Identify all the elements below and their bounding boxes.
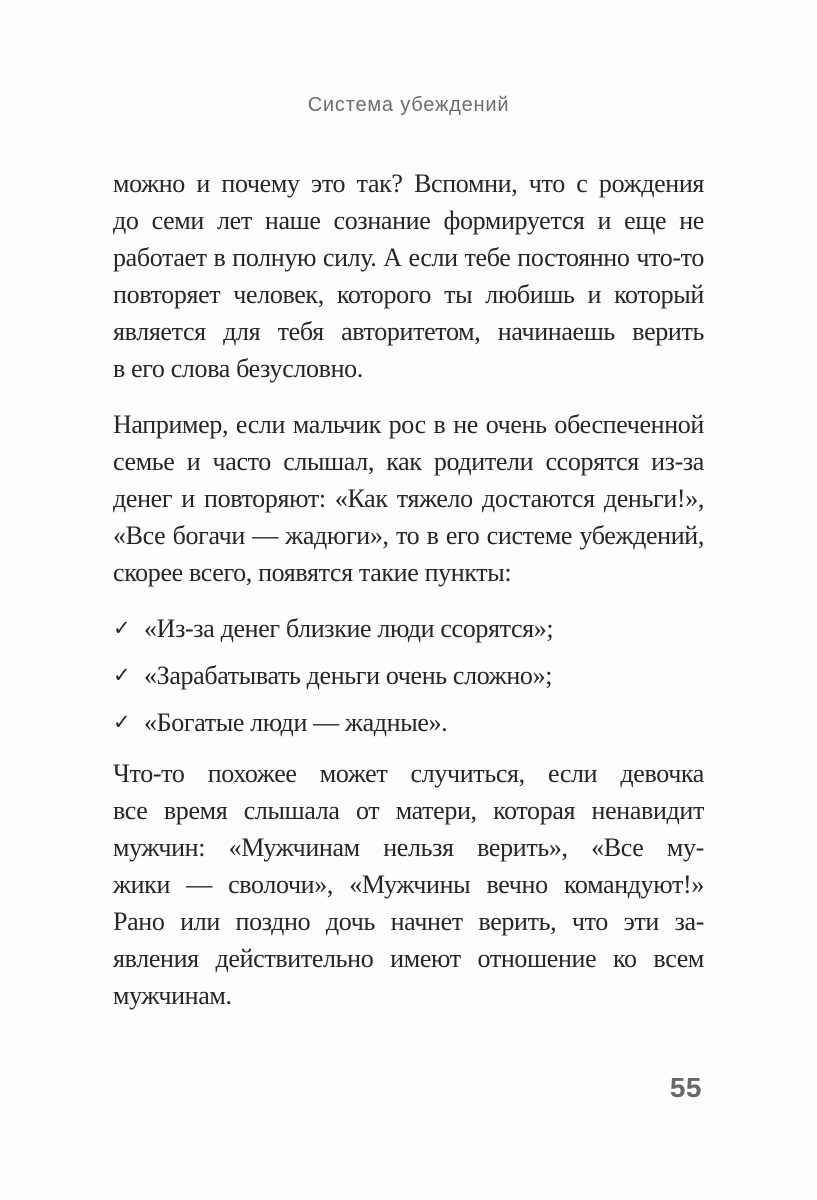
text-line: работает в полную силу. А если тебе постоянно что-то <box>113 243 704 272</box>
text-line: скорее всего, появятся такие пункты: <box>113 558 512 587</box>
paragraph <box>113 165 704 387</box>
page-number: 55 <box>669 1072 702 1103</box>
list-item <box>113 704 704 741</box>
list-item-text: «Зарабатывать деньги очень сложно»; <box>144 661 553 690</box>
text-line: явления действительно имеют отношение ко всем <box>113 944 704 973</box>
text-line: до семи лет наше сознание формируется и еще не <box>113 206 704 235</box>
text-line: мужчинам. <box>113 981 232 1010</box>
text-line: Например, если мальчик рос в не очень обеспеченной <box>113 410 704 439</box>
list-item <box>113 657 704 694</box>
text-line: мужчин: «Мужчинам нельзя верить», «Все му- <box>113 833 704 862</box>
belief-list <box>113 610 704 741</box>
text-line: повторяет человек, которого ты любишь и который <box>113 280 704 309</box>
running-header: Система убеждений <box>307 94 510 116</box>
list-item <box>113 610 704 647</box>
text-line: Что-то похожее может случиться, если девочка <box>113 759 704 788</box>
text-line: все время слышала от матери, которая ненавидит <box>113 796 704 825</box>
list-item-text: «Из-за денег близкие люди ссорятся»; <box>144 614 554 643</box>
checkmark-icon: ✓ <box>113 663 131 687</box>
text-line: является для тебя авторитетом, начинаешь верить <box>113 317 704 346</box>
text-line: можно и почему это так? Вспомни, что с рождения <box>113 169 704 198</box>
text-line: «Все богачи — жадюги», то в его системе убеждений, <box>113 521 704 550</box>
text-line: семье и часто слышал, как родители ссорятся из-за <box>113 447 704 476</box>
paragraph <box>113 755 704 1014</box>
text-line: Рано или поздно дочь начнет верить, что эти за- <box>113 907 704 936</box>
text-line: жики — сволочи», «Мужчины вечно командуют!» <box>113 870 704 899</box>
text-line: в его слова безусловно. <box>113 354 363 383</box>
checkmark-icon: ✓ <box>113 710 131 734</box>
text-line: денег и повторяют: «Как тяжело достаются деньги!», <box>113 484 704 513</box>
paragraph <box>113 406 704 591</box>
page-content <box>113 165 704 1014</box>
list-item-text: «Богатые люди — жадные». <box>144 708 448 737</box>
checkmark-icon: ✓ <box>113 616 131 640</box>
